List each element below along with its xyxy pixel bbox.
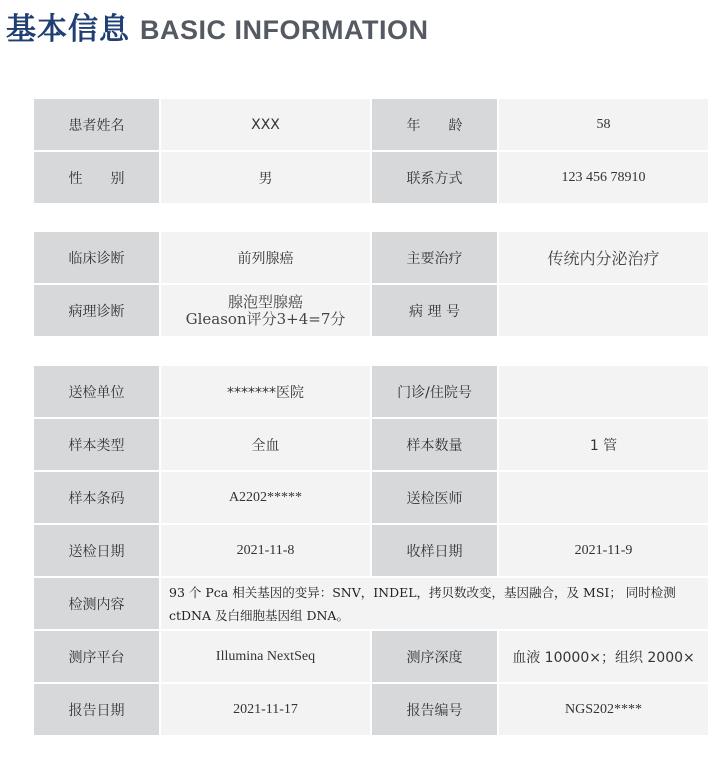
sample-type-value: 全血 [161, 419, 370, 470]
patient-info-table [32, 97, 710, 205]
receipt-date-label: 收样日期 [372, 525, 497, 576]
page-header [6, 4, 429, 47]
report-date-label: 报告日期 [34, 684, 159, 735]
age-value: 58 [499, 99, 708, 150]
diagnosis-table [32, 230, 710, 338]
outpatient-number-value [499, 366, 708, 417]
sequencing-platform-label: 测序平台 [34, 631, 159, 682]
submitting-physician-value [499, 472, 708, 523]
gender-value: 男 [161, 152, 370, 203]
pathology-number-label: 病 理 号 [372, 285, 497, 336]
test-content-label: 检测内容 [34, 578, 159, 629]
table-row [34, 419, 708, 470]
patient-name-value: XXX [161, 99, 370, 150]
test-content-value [161, 578, 708, 629]
sample-count-label: 样本数量 [372, 419, 497, 470]
receipt-date-value: 2021-11-9 [499, 525, 708, 576]
table-row [34, 525, 708, 576]
table-row [34, 631, 708, 682]
submitting-unit-label: 送检单位 [34, 366, 159, 417]
submitting-unit-value: *******医院 [161, 366, 370, 417]
pathology-number-value [499, 285, 708, 336]
pathology-diagnosis-line2: Gleason评分3+4=7分 [185, 309, 346, 328]
table-row [34, 366, 708, 417]
table-row [34, 99, 708, 150]
patient-name-label: 患者姓名 [34, 99, 159, 150]
sequencing-depth-value: 血液 10000×；组织 2000× [499, 631, 708, 682]
table-row [34, 684, 708, 735]
test-content-line1: 93 个 Pca 相关基因的变异：SNV，INDEL，拷贝数改变，基因融合，及 MSI； 同时检测 [169, 584, 676, 600]
contact-label: 联系方式 [372, 152, 497, 203]
sequencing-platform-value: Illumina NextSeq [161, 631, 370, 682]
table-row [34, 472, 708, 523]
table-row [34, 578, 708, 629]
table-row [34, 152, 708, 203]
table-row [34, 285, 708, 336]
gender-label: 性 别 [34, 152, 159, 203]
clinical-diagnosis-label: 临床诊断 [34, 232, 159, 283]
page-title-en: BASIC INFORMATION [140, 15, 429, 45]
contact-value: 123 456 78910 [499, 152, 708, 203]
clinical-diagnosis-value: 前列腺癌 [161, 232, 370, 283]
sample-type-label: 样本类型 [34, 419, 159, 470]
report-number-label: 报告编号 [372, 684, 497, 735]
outpatient-number-label: 门诊/住院号 [372, 366, 497, 417]
sequencing-depth-label: 测序深度 [372, 631, 497, 682]
submission-date-value: 2021-11-8 [161, 525, 370, 576]
pathology-diagnosis-value [161, 285, 370, 336]
sample-barcode-value: A2202***** [161, 472, 370, 523]
table-row [34, 232, 708, 283]
submission-date-label: 送检日期 [34, 525, 159, 576]
report-number-value: NGS202**** [499, 684, 708, 735]
sample-info-table [32, 364, 710, 737]
pathology-diagnosis-label: 病理诊断 [34, 285, 159, 336]
main-treatment-value: 传统内分泌治疗 [499, 232, 708, 283]
main-treatment-label: 主要治疗 [372, 232, 497, 283]
pathology-diagnosis-line1: 腺泡型腺癌 [227, 292, 303, 311]
age-label: 年 龄 [372, 99, 497, 150]
page-title-cn: 基本信息 [6, 12, 130, 47]
sample-count-value: 1 管 [499, 419, 708, 470]
report-date-value: 2021-11-17 [161, 684, 370, 735]
test-content-line2: ctDNA 及白细胞基因组 DNA。 [169, 607, 349, 623]
sample-barcode-label: 样本条码 [34, 472, 159, 523]
submitting-physician-label: 送检医师 [372, 472, 497, 523]
